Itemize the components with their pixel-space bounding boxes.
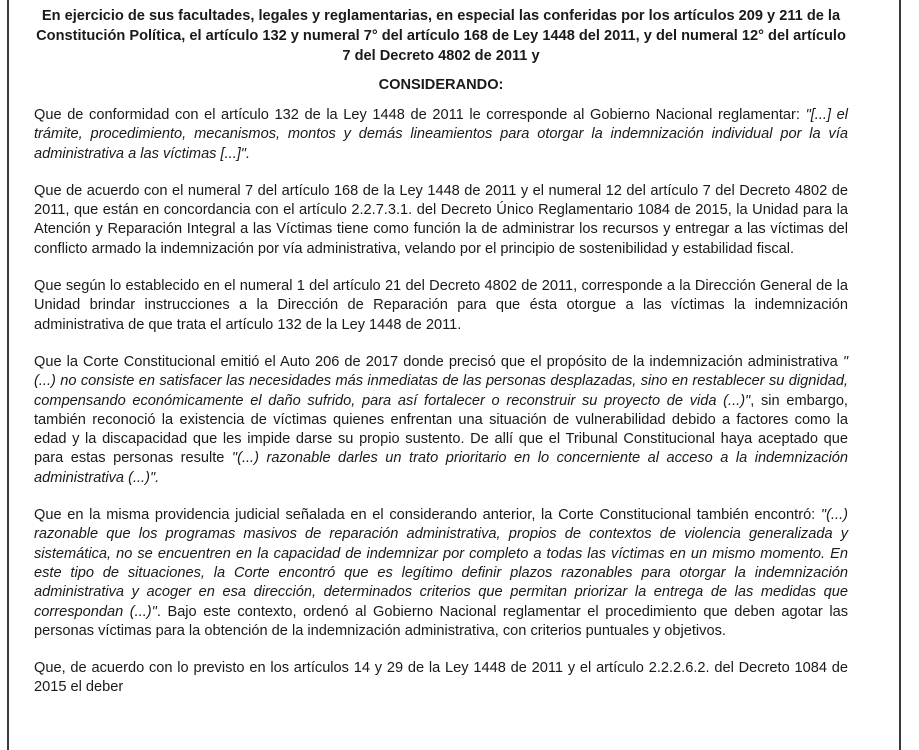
paragraph-text: . Bajo este contexto, ordenó al Gobierno Nacional reglamentar el procedimiento que deben agotar las personas víctimas para la obtención de la indemnización administrativa, con criterios puntuales y objetivos. [34,603,848,639]
quoted-text: "(...) no consiste en satisfacer las necesidades más inmediatas de las personas desplazadas, sino en restablecer su dignidad, compensando económicamente el daño sufrido, para así fortalecer o reconstruir su proyecto de vida (...)" [34,353,848,409]
page-border-left [7,0,9,750]
paragraph-text: Que, de acuerdo con lo previsto en los artículos 14 y 29 de la Ley 1448 de 2011 y el artículo 2.2.2.6.2. del Decreto 1084 de 2015 el deber [34,660,848,696]
considerando-paragraph [34,506,848,641]
section-heading: CONSIDERANDO: [378,77,504,93]
page-border-right [899,0,901,750]
paragraph-text: Que de acuerdo con el numeral 7 del artículo 168 de la Ley 1448 de 2011 y el numeral 12 del artículo 7 del Decreto 4802 de 2011, que están en concordancia con el artículo 2.2.7.3.1. del Decreto Único Reglamentario 1084 de 2015, la Unidad para la Atención y Reparación Integral a las Víctimas tiene como función la de administrar los recursos y entregar a las víctimas del conflicto armado la indemnización por vía administrativa, velando por el principio de sostenibilidad y estabilidad fiscal. [34,182,848,257]
quoted-text: "(...) razonable que los programas masivos de reparación administrativa, propios de contextos de violencia generalizada y sistemática, no se encuentren en la capacidad de indemnizar por completo a todas las víctimas en un mismo momento. En este tipo de situaciones, la Corte encontró que es legítimo definir plazos razonables para otorgar la indemnización administrativa y acoger en esa dirección, determinados criterios que permitan priorizar la entrega de las medidas que correspondan (...)" [34,507,848,620]
preamble-text: En ejercicio de sus facultades, legales y reglamentarias, en especial las conferidas por los artículos 209 y 211 de la Constitución Política, el artículo 132 y numeral 7° del artículo 168 de Ley 1448 del 2011, y del numeral 12° del artículo 7 del Decreto 4802 de 2011 y [36,8,846,64]
paragraph-text: Que en la misma providencia judicial señalada en el considerando anterior, la Corte Constitucional también encontró: [34,507,821,524]
document-body [34,6,848,716]
paragraph-text: , sin embargo, también reconoció la existencia de víctimas quienes enfrentan una situación de vulnerabilidad debido a factores como la edad y la discapacidad que les impide darse su propio sustento. De allí que el Tribunal Constitucional haya aceptado que para estas personas resulte [34,392,848,467]
paragraph-text: Que de conformidad con el artículo 132 de la Ley 1448 de 2011 le corresponde al Gobierno Nacional reglamentar: [34,107,806,123]
considerando-paragraph [34,106,848,164]
considerando-paragraph [34,182,848,259]
considerando-paragraph [34,353,848,488]
paragraph-text: Que la Corte Constitucional emitió el Auto 206 de 2017 donde precisó que el propósito de la indemnización administrativa [34,353,843,370]
quoted-text: "[...] el trámite, procedimiento, mecanismos, montos y demás lineamientos para otorgar la indemnización individual por la vía administrativa a las víctimas [...]". [34,107,848,162]
considerando-paragraph [34,659,848,698]
paragraph-text: Que según lo establecido en el numeral 1 del artículo 21 del Decreto 4802 de 2011, corresponde a la Dirección General de la Unidad brindar instrucciones a la Dirección de Reparación para que ésta otorgue a las víctimas la indemnización administrativa de que trata el artículo 132 de la Ley 1448 de 2011. [34,278,848,333]
considerando-paragraph [34,277,848,335]
quoted-text: "(...) razonable darles un trato prioritario en lo concerniente al acceso a la indemnización administrativa (...)". [34,450,848,486]
